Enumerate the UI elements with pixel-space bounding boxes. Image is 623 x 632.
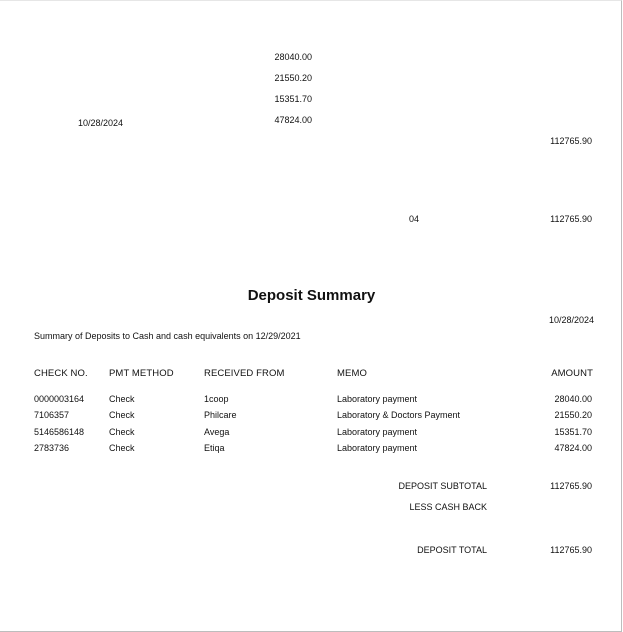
cell-received-from: Etiqa [204, 443, 225, 453]
cell-memo: Laboratory payment [337, 427, 418, 437]
cell-pmt-method: Check [109, 443, 135, 453]
voucher-amount-2: 21550.20 [274, 73, 312, 83]
column-header-check-no: CHECK NO. [34, 368, 88, 379]
cell-amount: 21550.20 [554, 410, 592, 420]
column-header-received-from: RECEIVED FROM [204, 368, 285, 379]
summary-description: Summary of Deposits to Cash and cash equivalents on 12/29/2021 [34, 331, 301, 341]
cell-received-from: Avega [204, 427, 230, 437]
column-header-memo: MEMO [337, 368, 367, 379]
page-title: Deposit Summary [247, 287, 376, 304]
cell-check-no: 7106357 [34, 410, 70, 420]
cell-check-no: 5146586148 [34, 427, 85, 437]
cell-received-from: Philcare [204, 410, 237, 420]
voucher-amount-3: 15351.70 [274, 94, 312, 104]
deposit-subtotal-value: 112765.90 [550, 481, 592, 491]
cell-pmt-method: Check [109, 394, 135, 404]
voucher-amount-4: 47824.00 [274, 115, 312, 125]
deposit-total-label: DEPOSIT TOTAL [417, 545, 487, 555]
voucher-date: 10/28/2024 [78, 118, 124, 128]
less-cash-back-label: LESS CASH BACK [409, 502, 487, 512]
cell-memo: Laboratory payment [337, 394, 418, 404]
voucher-total-middle: 112765.90 [550, 214, 592, 224]
cell-pmt-method: Check [109, 410, 135, 420]
cell-memo: Laboratory & Doctors Payment [337, 410, 461, 420]
cell-check-no: 0000003164 [34, 394, 85, 404]
voucher-amount-1: 28040.00 [274, 52, 312, 62]
cell-memo: Laboratory payment [337, 443, 418, 453]
summary-date: 10/28/2024 [548, 315, 594, 325]
cell-check-no: 2783736 [34, 443, 70, 453]
column-header-amount: AMOUNT [551, 368, 593, 379]
deposit-subtotal-label: DEPOSIT SUBTOTAL [398, 481, 487, 491]
cell-received-from: 1coop [204, 394, 229, 404]
deposit-total-value: 112765.90 [550, 545, 592, 555]
cell-amount: 28040.00 [554, 394, 592, 404]
cell-amount: 47824.00 [554, 443, 592, 453]
cell-pmt-method: Check [109, 427, 135, 437]
voucher-account-code: 04 [409, 214, 420, 224]
voucher-total-top: 112765.90 [550, 136, 592, 146]
column-header-pmt-method: PMT METHOD [109, 368, 174, 379]
cell-amount: 15351.70 [554, 427, 592, 437]
